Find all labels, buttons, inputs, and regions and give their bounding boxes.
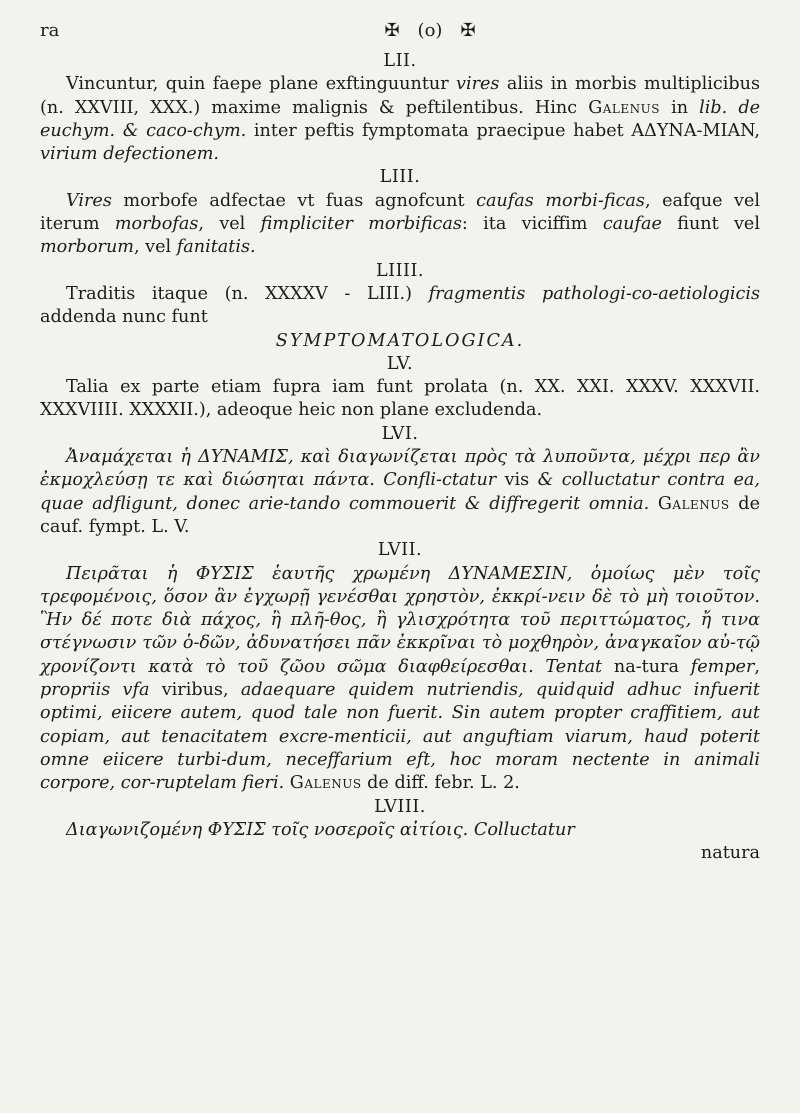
text: , [754,120,761,141]
section-number-58: LVIII. [374,796,426,817]
text: : ita viciffim [461,214,603,235]
text: Tentat [533,656,603,677]
paragraph-54 [40,283,760,330]
text: morbofas [114,214,199,235]
text: , vel [133,237,177,258]
text: , [754,656,760,677]
greek-quote: Ἀναμάχεται ἡ ΔΥΝΑΜΙΣ, καὶ διαγωνίζεται πρὸς τὰ λυποῦντα, μέχρι περ ἂν ἐκμοχλεύσῃ τε καὶ διώσηται πάντα. [40,447,760,491]
paragraph-53 [40,190,760,260]
text: fiunt vel [661,214,760,235]
paragraph-58 [40,819,760,842]
header-ornaments [384,19,475,42]
page-number: (o) [417,20,443,42]
text: morborum [40,237,134,258]
text: vires [456,74,500,95]
text: Colluctatur [468,819,575,840]
text: Confli-ctatur [374,470,497,491]
ornament-left-icon: ✠ [384,20,400,42]
text: addenda nunc funt [40,307,208,328]
text: in [659,97,700,118]
text [649,494,658,514]
text: lib. de euchym. & caco-chym. [40,97,760,141]
text: Vires [66,190,112,211]
text: aliis in morbis multiplicibus (n. XXVIII, XXX.) maxime malignis & peftilentibus. Hinc [40,74,760,118]
text: viribus, [149,680,241,701]
text: Vincuntur, quin faepe plane exftinguuntur [66,74,457,95]
paragraph-55: Talia ex parte etiam fupra iam funt prolata (n. XX. XXI. XXXV. XXXVII. XXXVIIII. XXXXII.), adeoque heic non plane excludenda. [40,377,760,421]
symptomatologica-heading: SYMPTOMATOLOGICA. [275,330,525,351]
page-header [40,18,760,44]
page-signature: ra [40,20,60,42]
section-number-54: LIIII. [375,260,425,281]
text: femper [690,656,755,677]
section-number-52: LII. [383,51,417,71]
paragraph-52 [40,73,760,166]
text: caufae [602,214,662,235]
text: caufas morbi-ficas [476,190,645,211]
greek-quote: Πειρᾶται ἡ ΦΥΣΙΣ ἑαυτῆς χρωμένη ΔΥΝΑΜΕΣΙΝ, ὁμοίως μὲν τοῖς τρεφομένοις, ὅσον ἂν ἐγχωρῇ γενέσθαι χρηστὸν, ἐκκρί-νειν δὲ τὸ μὴ τοιοῦτον. Ἣν δέ ποτε διὰ πάχος, ἢ πλῆ-θος, ἢ γλισχρότητα τοῦ περιττώματος, ἤ τινα στέγνωσιν τῶν ὁ-δῶν, ἀδυνατήσει πᾶν ἐκκρῖναι τὸ μοχθηρὸν, ἀναγκαῖον αὐ-τῷ χρονίζοντι κατὰ τὸ τοῦ ζῶου σῶμα διαφθείρεσθαι. [40,563,760,677]
greek-quote: Διαγωνιζομένη ΦΥΣΙΣ τοῖς νοσεροῖς αἰτίοις. [66,819,469,840]
text: fanitatis. [176,237,256,258]
text: propriis vfa [40,680,150,701]
text: morbofe adfectae vt fuas agnofcunt [111,190,477,211]
text: de cauf. fympt. L. V. [40,493,760,537]
text: adaequare quidem nutriendis, quidquid adhuc infuerit optimi, eiicere autem, quod tale non fuerit. Sin autem propter craffitiem, aut copiam, aut tenacitatem excre-menticii, aut anguftiam viarum, haud poterit omne eiicere turbi-dum, neceffarium eft, hoc moram nectente in animali corpore, cor-ruptelam fieri. [40,680,760,794]
ornament-right-icon: ✠ [460,20,476,42]
section-number-53: LIII. [379,167,421,188]
paragraph-56 [40,446,760,539]
text: de diff. febr. L. 2. [361,773,520,794]
catchword: natura [700,843,760,864]
author-name: Galenus [588,97,660,118]
text: & colluctatur contra ea, quae adfligunt, donec arie-tando commouerit & diffregerit omnia. [40,470,761,514]
paragraph-57 [40,563,760,796]
text: Traditis itaque (n. XXXXV - LIII.) [66,283,429,304]
section-number-55: LV. [386,353,414,374]
section-number-57: LVII. [377,540,423,561]
text: , vel [198,214,261,235]
author-name: Galenus [657,493,730,514]
greek-term: AΔΥΝΑ-MIAN [631,120,755,141]
text: fragmentis pathologi-co-aetiologicis [428,283,761,304]
section-number-56: LVI. [381,423,419,444]
text: inter peftis fymptomata praecipue habet [246,120,632,141]
author-name: Galenus [289,773,362,794]
text: virium defectionem. [40,144,219,165]
text: , eafque vel iterum [40,190,760,235]
text: fimpliciter morbificas [260,214,462,235]
text: vis [496,470,538,491]
text: na-tura [602,656,691,677]
